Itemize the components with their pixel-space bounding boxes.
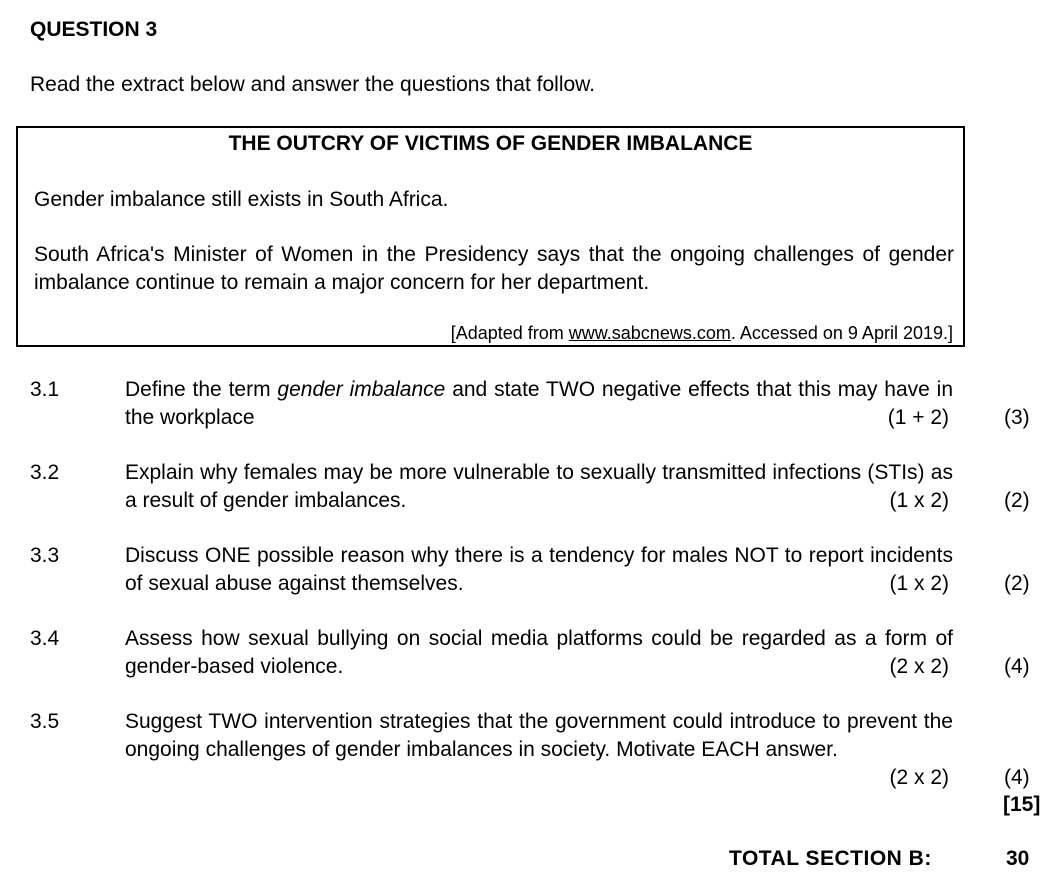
question-term: gender imbalance — [277, 378, 446, 401]
question-3-2 — [0, 459, 1061, 519]
extract-paragraph-1: Gender imbalance still exists in South Africa. — [34, 188, 449, 211]
question-number: 3.2 — [30, 461, 60, 484]
question-text: Assess how sexual bullying on social media platforms could be regarded as a form of gender-based violence. — [125, 627, 953, 678]
question-text: Discuss ONE possible reason why there is a tendency for males NOT to report incidents of sexual abuse against themselves. — [125, 544, 953, 595]
question-text-start: Define the term — [125, 378, 278, 401]
question-heading: QUESTION 3 — [30, 18, 158, 41]
question-marks: (2) — [1004, 489, 1030, 512]
source-prefix: [Adapted from — [450, 323, 569, 343]
question-total: [15] — [1003, 793, 1041, 816]
instruction-text: Read the extract below and answer the questions that follow. — [30, 73, 596, 96]
question-3-3 — [0, 542, 1061, 602]
question-number: 3.1 — [30, 378, 60, 401]
question-text — [125, 376, 953, 432]
question-text-end: and state TWO negative effects that this may have in the workplace — [125, 378, 954, 429]
question-3-5 — [0, 708, 1061, 798]
question-3-4 — [0, 625, 1061, 685]
mark-allocation: (2 x 2) — [889, 655, 949, 678]
extract-paragraph-2: South Africa's Minister of Women in the Presidency says that the ongoing challenges of gender imbalance continue to remain a major concern for her department. — [34, 243, 954, 294]
mark-allocation: (2 x 2) — [889, 766, 949, 789]
question-marks: (4) — [1004, 655, 1030, 678]
mark-allocation: (1 + 2) — [887, 406, 949, 429]
question-marks: (2) — [1004, 572, 1030, 595]
question-3-1 — [0, 376, 1061, 436]
question-text: Suggest TWO intervention strategies that the government could introduce to prevent the ongoing challenges of gender imbalances in society. Motivate EACH answer. — [125, 710, 953, 761]
mark-allocation: (1 x 2) — [889, 572, 949, 595]
source-suffix: . Accessed on 9 April 2019.] — [730, 323, 953, 343]
question-text: Explain why females may be more vulnerable to sexually transmitted infections (STIs) as a result of gender imbalances. — [125, 461, 953, 512]
mark-allocation: (1 x 2) — [889, 489, 949, 512]
source-link[interactable]: www.sabcnews.com — [568, 323, 731, 343]
question-marks: (4) — [1004, 766, 1030, 789]
extract-title: THE OUTCRY OF VICTIMS OF GENDER IMBALANCE — [228, 132, 753, 155]
extract-source — [451, 322, 953, 344]
question-number: 3.4 — [30, 627, 60, 650]
extract-box — [16, 126, 965, 347]
question-number: 3.3 — [30, 544, 60, 567]
section-total-label: TOTAL SECTION B: — [729, 847, 932, 870]
section-total-value: 30 — [1006, 847, 1030, 870]
question-marks: (3) — [1004, 406, 1030, 429]
question-number: 3.5 — [30, 710, 60, 733]
